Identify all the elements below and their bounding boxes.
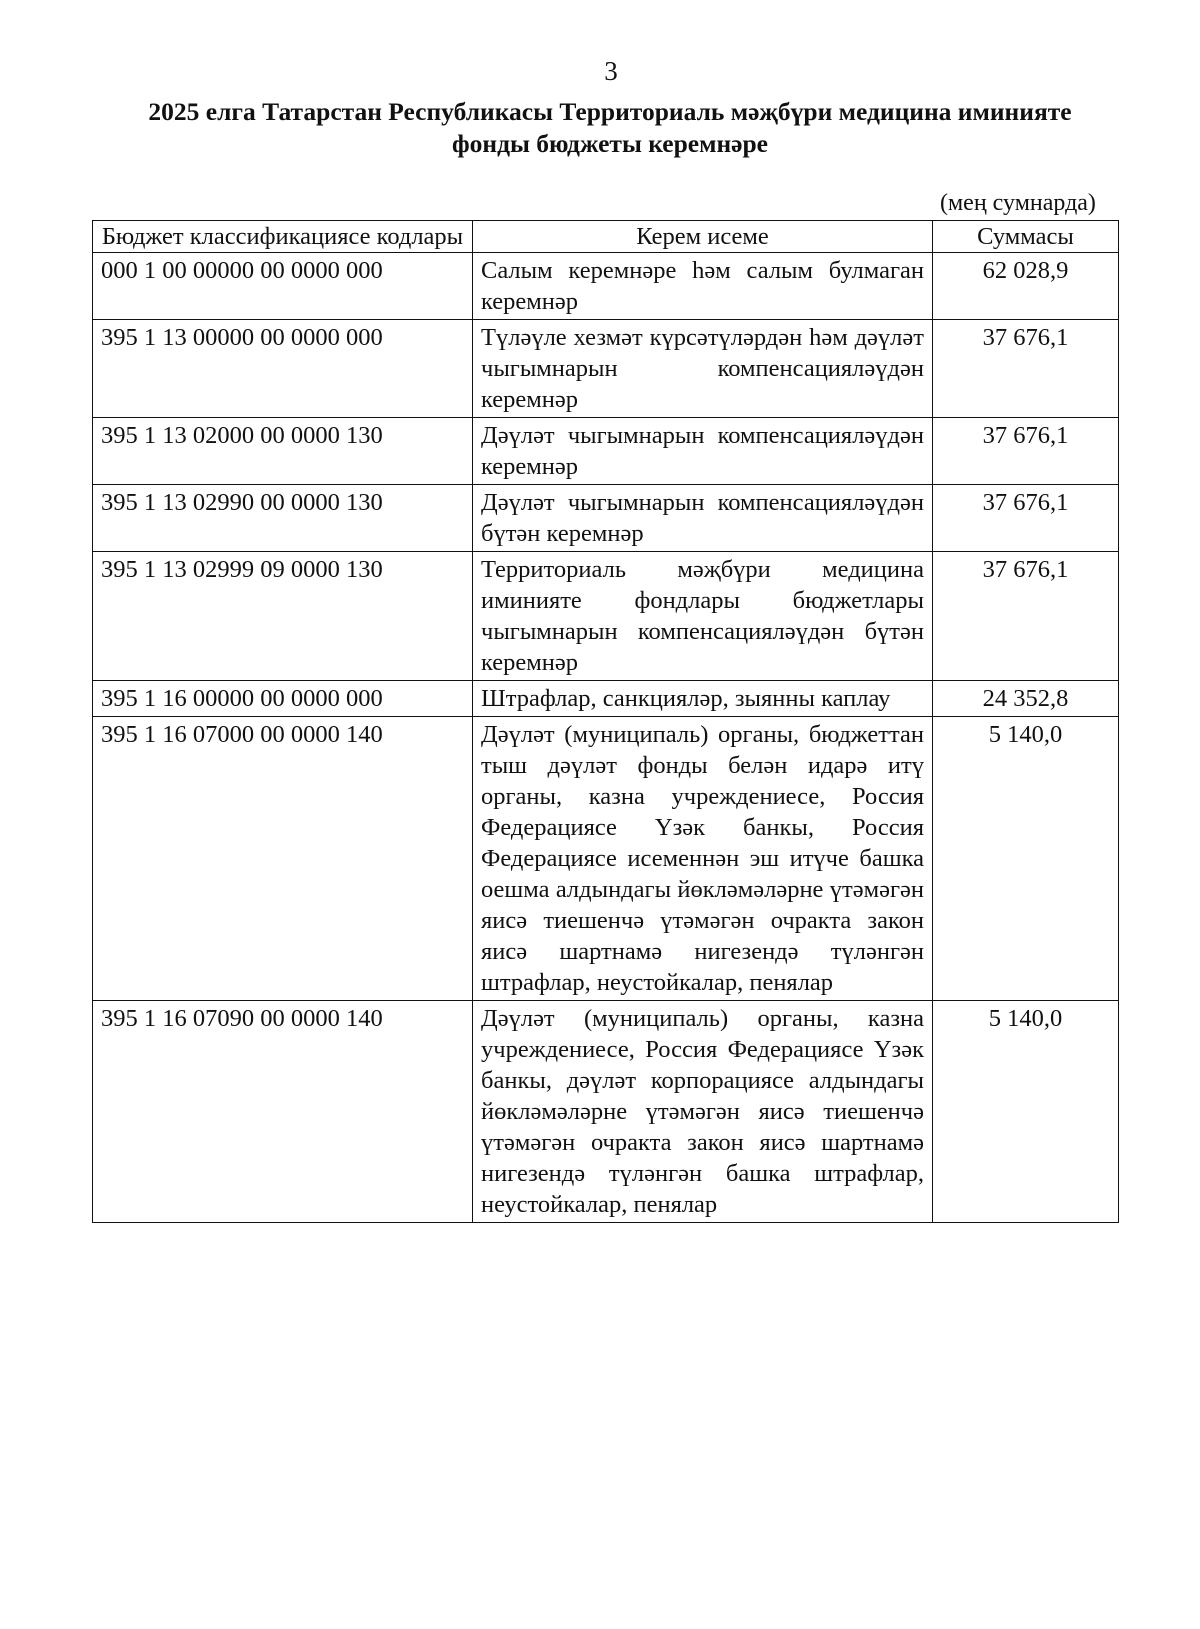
table-row (93, 717, 1119, 1001)
document-title: 2025 елга Татарстан Республикасы Территориаль мәҗбүри медицина иминияте фонды бюджеты керемнәре (148, 97, 1072, 158)
table-row (93, 253, 1119, 320)
budget-code-cell: 395 1 13 02999 09 0000 130 (93, 552, 473, 681)
amount-cell: 62 028,9 (933, 253, 1119, 320)
amount-cell: 24 352,8 (933, 681, 1119, 717)
table-row (93, 681, 1119, 717)
budget-code-cell: 395 1 16 07000 00 0000 140 (93, 717, 473, 1001)
table-row (93, 320, 1119, 418)
budget-code-cell: 395 1 16 00000 00 0000 000 (93, 681, 473, 717)
table-row (93, 485, 1119, 552)
table-row (93, 418, 1119, 485)
budget-code-cell: 395 1 13 02000 00 0000 130 (93, 418, 473, 485)
budget-code-cell: 395 1 13 02990 00 0000 130 (93, 485, 473, 552)
header-budget-codes: Бюджет классификациясе кодлары (93, 221, 473, 253)
amount-cell: 37 676,1 (933, 418, 1119, 485)
header-revenue-name: Керем исеме (473, 221, 933, 253)
amount-cell: 37 676,1 (933, 320, 1119, 418)
revenue-name-cell: Дәүләт чыгымнарын компенсацияләүдән бүтән керемнәр (473, 485, 933, 552)
table-row (93, 552, 1119, 681)
amount-cell: 37 676,1 (933, 552, 1119, 681)
unit-note: (мең сумнарда) (940, 190, 1096, 216)
revenue-name-cell: Түләүле хезмәт күрсәтүләрдән һәм дәүләт чыгымнарын компенсацияләүдән керемнәр (473, 320, 933, 418)
revenue-name-cell: Территориаль мәҗбүри медицина иминияте фондлары бюджетлары чыгымнарын компенсацияләүдән бүтән керемнәр (473, 552, 933, 681)
revenue-name-cell: Дәүләт (муниципаль) органы, бюджеттан тыш дәүләт фонды белән идарә итү органы, казна учреждениесе, Россия Федерациясе Үзәк банкы, Россия Федерациясе исеменнән эш итүче башка оешма алдындагы йөкләмәләрне үтәмәгән яисә тиешенчә үтәмәгән очракта закон яисә шартнамә нигезендә түләнгән штрафлар, неустойкалар, пенялар (473, 717, 933, 1001)
header-amount: Суммасы (933, 221, 1119, 253)
table-row (93, 1001, 1119, 1223)
page-number: 3 (604, 56, 618, 86)
revenue-name-cell: Салым керемнәре һәм салым булмаган керемнәр (473, 253, 933, 320)
budget-code-cell: 395 1 13 00000 00 0000 000 (93, 320, 473, 418)
budget-code-cell: 395 1 16 07090 00 0000 140 (93, 1001, 473, 1223)
revenue-name-cell: Дәүләт чыгымнарын компенсацияләүдән керемнәр (473, 418, 933, 485)
amount-cell: 5 140,0 (933, 1001, 1119, 1223)
budget-code-cell: 000 1 00 00000 00 0000 000 (93, 253, 473, 320)
amount-cell: 5 140,0 (933, 717, 1119, 1001)
amount-cell: 37 676,1 (933, 485, 1119, 552)
revenue-name-cell: Дәүләт (муниципаль) органы, казна учреждениесе, Россия Федерациясе Үзәк банкы, дәүләт корпорациясе алдындагы йөкләмәләрне үтәмәгән яисә тиешенчә үтәмәгән очракта закон яисә шартнамә нигезендә түләнгән башка штрафлар, неустойкалар, пенялар (473, 1001, 933, 1223)
table-header-row (93, 221, 1119, 253)
revenue-name-cell: Штрафлар, санкцияләр, зыянны каплау (473, 681, 933, 717)
revenue-table (92, 220, 1119, 1223)
